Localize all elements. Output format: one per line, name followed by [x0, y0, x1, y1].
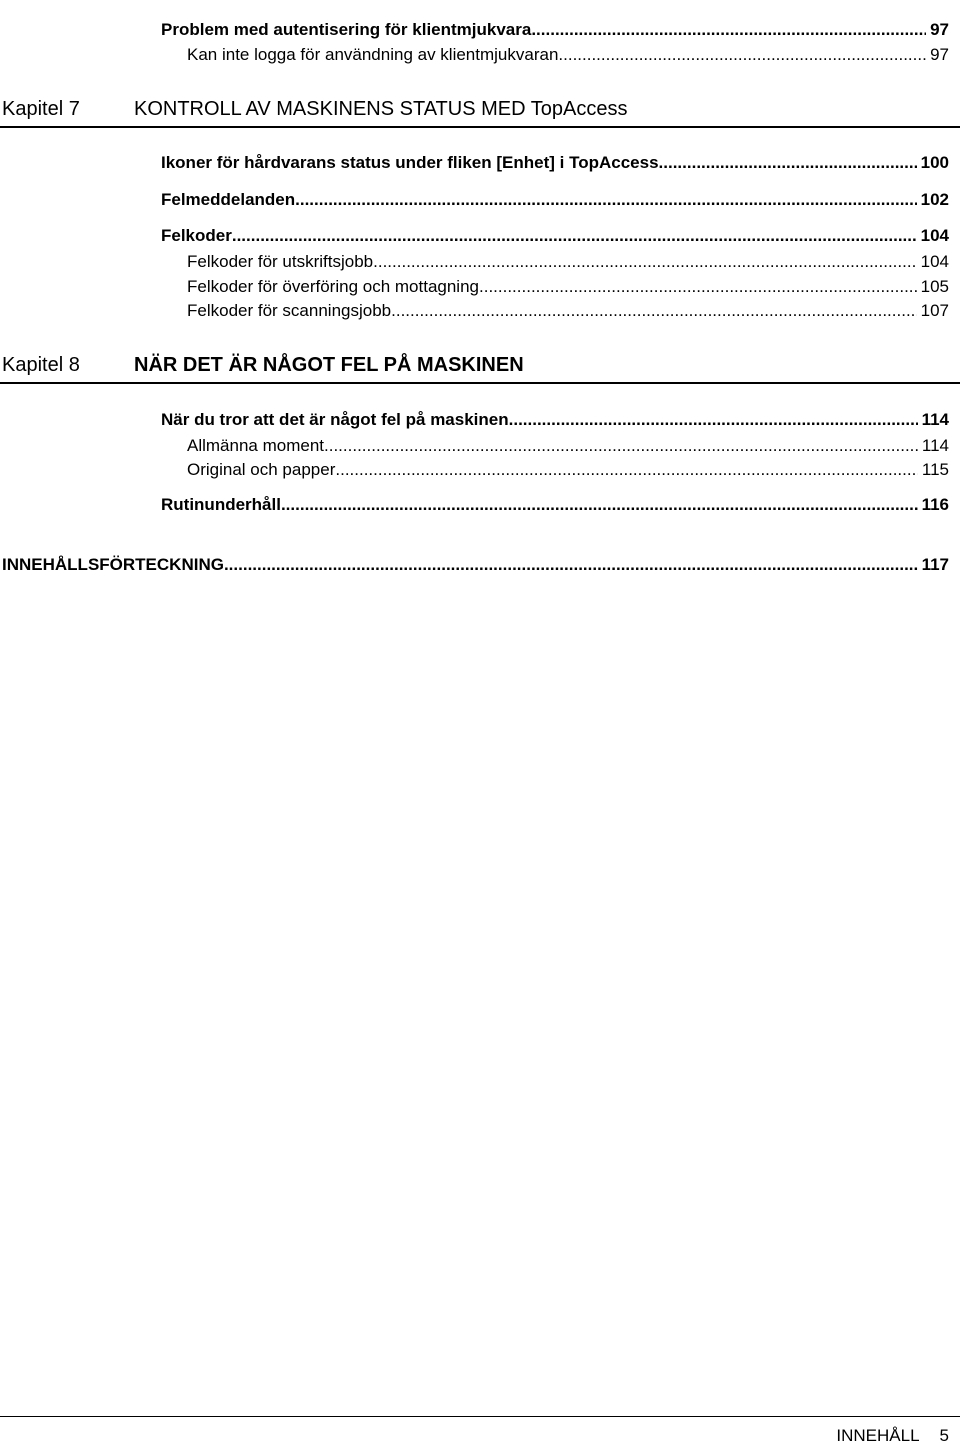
footer-label: INNEHÅLL [836, 1426, 920, 1445]
toc-entry[interactable] [161, 190, 949, 210]
chapter-label: Kapitel 7 [2, 98, 80, 120]
chapter-title[interactable]: NÄR DET ÄR NÅGOT FEL PÅ MASKINEN [134, 354, 524, 376]
toc-entry-page: 100 [920, 153, 949, 172]
toc-entry-page: 102 [920, 190, 949, 209]
toc-entry[interactable] [161, 226, 949, 246]
dot-leader [659, 153, 917, 173]
dot-leader [479, 277, 917, 297]
toc-entry-title: Ikoner för hårdvarans status under fliken [Enhet] i TopAccess [161, 153, 659, 172]
toc-entry-title: Allmänna moment [187, 436, 325, 455]
footer-page-number: 5 [939, 1426, 949, 1445]
toc-entry-title: Felkoder för överföring och mottagning [187, 277, 479, 296]
toc-entry-title: Rutinunderhåll [161, 495, 281, 514]
toc-entry-title: Problem med autentisering för klientmjukvara [161, 20, 532, 39]
chapter-label: Kapitel 8 [2, 354, 80, 376]
dot-leader [335, 460, 918, 480]
toc-entry-page: 116 [921, 495, 949, 514]
toc-entry[interactable] [187, 277, 949, 297]
toc-entry-page: 105 [920, 277, 949, 296]
toc-entry-page: 117 [921, 555, 949, 574]
toc-entry-page: 104 [920, 252, 949, 271]
chapter-divider [0, 382, 960, 384]
toc-entry-page: 107 [920, 301, 949, 320]
toc-entry-title: INNEHÅLLSFÖRTECKNING [2, 555, 224, 574]
toc-entry-page: 114 [921, 436, 949, 455]
dot-leader [509, 410, 918, 430]
dot-leader [531, 20, 926, 40]
dot-leader [232, 226, 917, 246]
chapter-title[interactable]: KONTROLL AV MASKINENS STATUS MED TopAccess [134, 98, 628, 120]
toc-entry[interactable] [161, 410, 949, 430]
toc-entry[interactable] [161, 153, 949, 173]
toc-entry-index[interactable] [2, 555, 949, 575]
toc-entry-title: Felkoder [161, 226, 232, 245]
toc-entry-page: 104 [920, 226, 949, 245]
footer-divider [0, 1416, 960, 1417]
toc-entry[interactable] [161, 495, 949, 515]
page-footer [836, 1426, 949, 1446]
dot-leader [324, 436, 918, 456]
toc-entry-page: 115 [921, 460, 949, 479]
chapter-divider [0, 126, 960, 128]
toc-entry[interactable] [187, 460, 949, 480]
toc-entry[interactable] [187, 301, 949, 321]
dot-leader [391, 301, 917, 321]
toc-entry[interactable] [187, 252, 949, 272]
toc-entry-title: Original och papper [187, 460, 336, 479]
toc-entry-page: 114 [921, 410, 949, 429]
dot-leader [295, 190, 916, 210]
toc-entry-page: 97 [930, 20, 949, 39]
toc-entry-title: När du tror att det är något fel på maskinen [161, 410, 509, 429]
toc-entry-title: Felmeddelanden [161, 190, 296, 209]
toc-entry[interactable] [161, 20, 949, 40]
toc-entry[interactable] [187, 45, 949, 65]
dot-leader [373, 252, 916, 272]
dot-leader [563, 45, 926, 65]
dot-leader [224, 555, 918, 575]
toc-entry[interactable] [187, 436, 949, 456]
dot-leader [281, 495, 918, 515]
toc-entry-page: 97 [930, 45, 949, 64]
toc-entry-title: Felkoder för scanningsjobb [187, 301, 392, 320]
toc-entry-title: Felkoder för utskriftsjobb [187, 252, 374, 271]
toc-entry-title: Kan inte logga för användning av klientmjukvaran. [187, 45, 564, 64]
